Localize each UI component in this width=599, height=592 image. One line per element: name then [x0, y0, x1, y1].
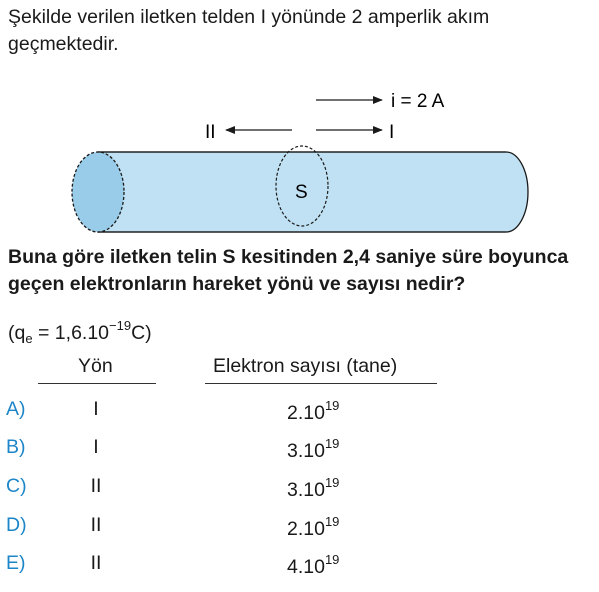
count-base: 3.10: [287, 440, 325, 462]
current-label: i = 2 A: [391, 91, 445, 112]
option-letter[interactable]: C): [6, 475, 27, 497]
direction-header-rule: [38, 383, 156, 384]
option-electron-count: [287, 514, 339, 541]
wire-body: [98, 152, 528, 232]
question-text: Buna göre iletken telin S kesitinden 2,4 saniye süre boyunca geçen elektronların hareket yönü ve sayısı nedir?: [8, 246, 569, 295]
count-exponent: 19: [324, 552, 340, 567]
option-direction: I: [93, 436, 99, 458]
count-exponent: 19: [324, 514, 340, 529]
count-exponent: 19: [324, 475, 340, 490]
count-base: 2.10: [287, 518, 325, 540]
option-direction: I: [93, 398, 99, 420]
cross-section-label: S: [295, 182, 308, 203]
wire-left-end: [72, 152, 124, 232]
count-base: 3.10: [287, 479, 325, 501]
count-header-rule: [205, 383, 437, 384]
option-electron-count: [287, 398, 339, 425]
option-letter[interactable]: D): [6, 514, 27, 536]
electron-charge-constant: $(q_e = 1,6.10^{-19}C)$: [8, 318, 152, 346]
option-letter[interactable]: A): [6, 398, 26, 420]
option-direction: II: [90, 552, 102, 574]
direction-i-label: I: [389, 122, 395, 143]
column-header-direction: Yön: [78, 355, 113, 377]
option-electron-count: [287, 475, 339, 502]
count-base: 2.10: [287, 402, 325, 424]
option-electron-count: [287, 552, 339, 579]
count-exponent: 19: [324, 436, 340, 451]
option-electron-count: [287, 436, 339, 463]
option-letter[interactable]: B): [6, 436, 26, 458]
column-header-count: Elektron sayısı (tane): [213, 355, 398, 377]
option-direction: II: [90, 475, 102, 497]
count-exponent: 19: [324, 398, 340, 413]
option-direction: II: [90, 514, 102, 536]
count-base: 4.10: [287, 556, 325, 578]
option-letter[interactable]: E): [6, 552, 26, 574]
wire-diagram: [0, 0, 599, 245]
direction-ii-label: II: [205, 122, 216, 143]
intro-text: Şekilde verilen iletken telden I yönünde 2 amperlik akım geçmektedir.: [8, 6, 490, 55]
